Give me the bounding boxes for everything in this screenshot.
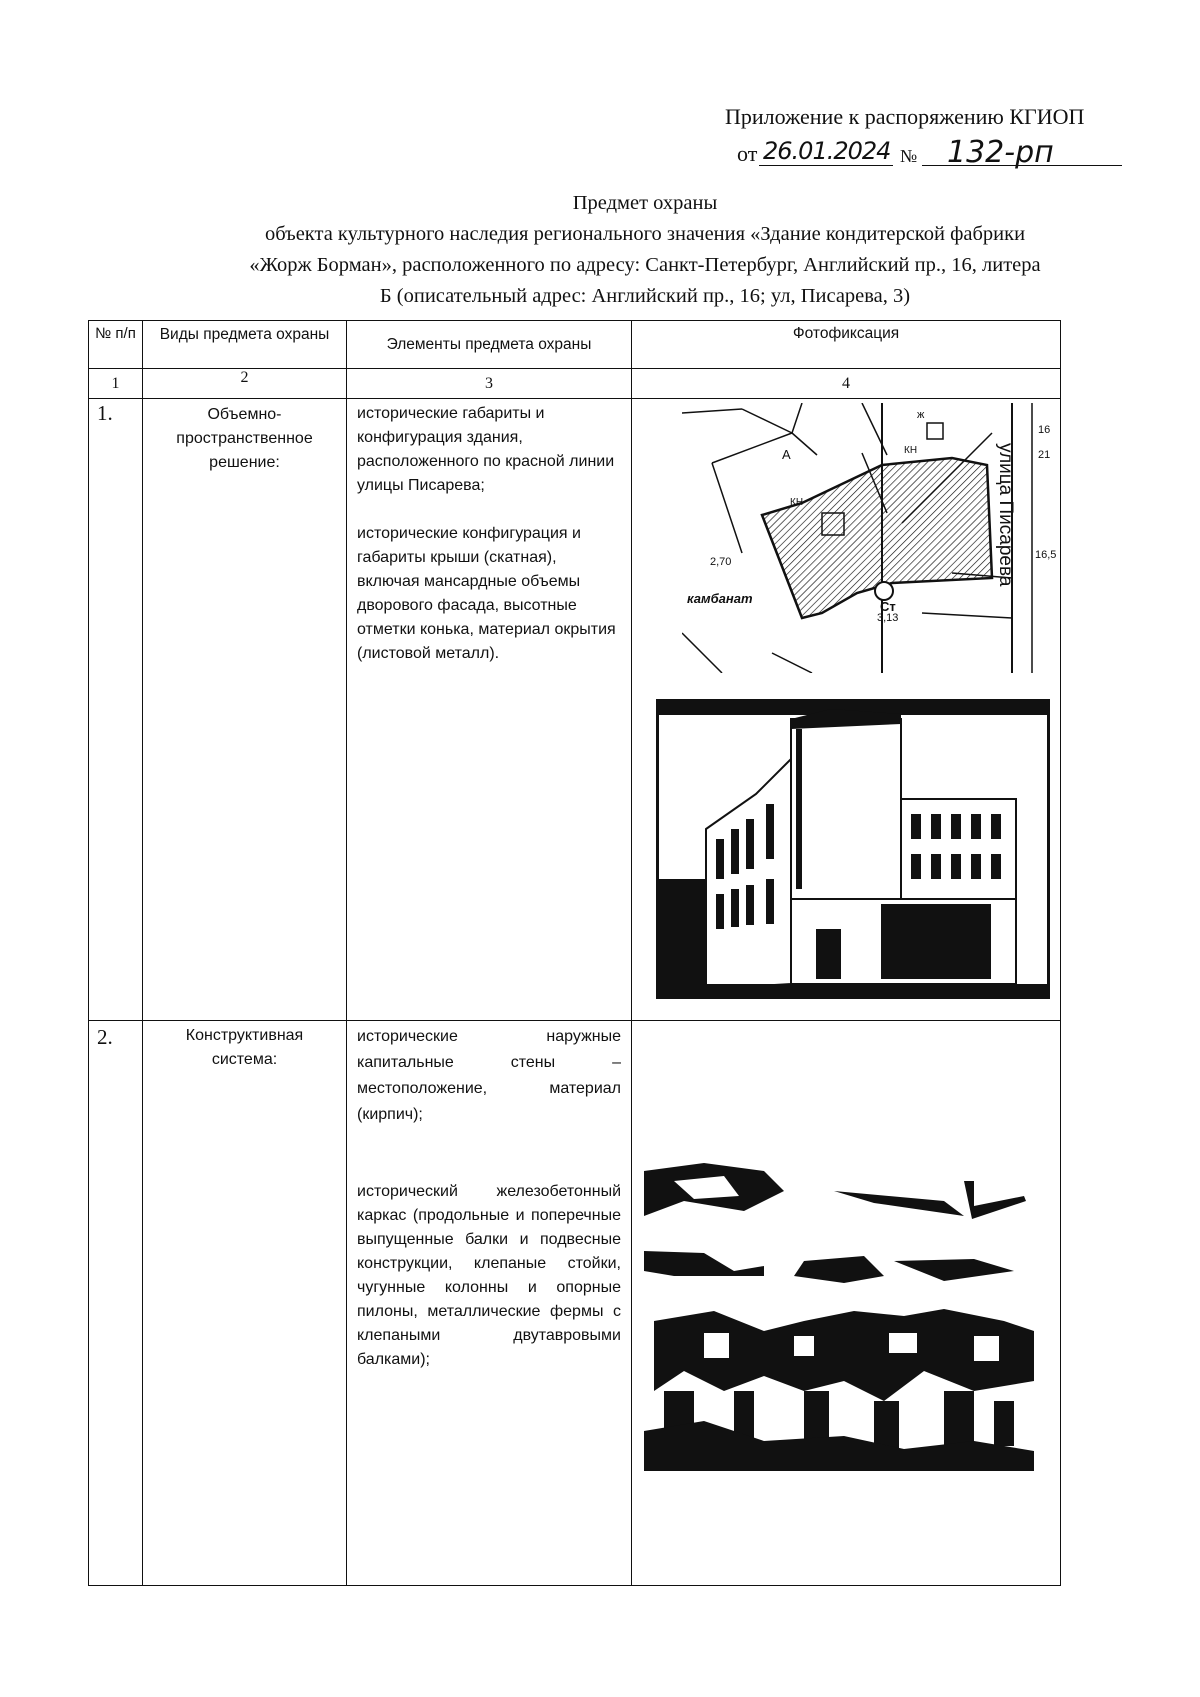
doc-subtitle-line1: объекта культурного наследия регионального значения «Здание кондитерской фабрики [264,223,1026,245]
map-label: Ст [880,599,896,614]
map-label: ж [917,409,925,421]
cadastral-map-image [682,403,1057,673]
photo-cell [632,1021,1061,1586]
header-elements: Элементы предмета охраны [347,321,632,369]
table-header-row [89,321,1061,369]
row-number: 2. [89,1021,143,1586]
map-label: камбанат [687,591,753,606]
map-label: КН [904,445,918,456]
interior-photo-image [644,1071,1044,1471]
protection-table [88,320,1061,1586]
building-photo-image [656,699,1050,999]
row-elements [347,399,632,1021]
table-row [89,1021,1061,1586]
element-text: исторические габариты и конфигурация здания, расположенного по красной линии улицы Писарева; [357,405,615,494]
row-number: 1. [89,399,143,1021]
header-kind: Виды предмета охраны [143,321,347,369]
height-label: 3,13 [877,612,899,624]
order-reference [737,135,1127,170]
date-underline [759,165,893,166]
house-number-label: 16 [1038,424,1051,436]
order-number: 132-рп [947,135,1054,170]
ot-label: от [737,141,758,166]
header-photo: Фотофиксация [632,321,1061,369]
row-elements [347,1021,632,1586]
col-number-1: 1 [89,369,143,399]
house-number-label: 21 [1038,449,1051,461]
doc-subtitle-line2: «Жорж Борман», расположенного по адресу: Санкт-Петербург, Английский пр., 16, литера [249,254,1041,276]
table-row [89,399,1061,1021]
order-date: 26.01.2024 [763,137,891,165]
col-number-2: 2 [143,369,347,399]
row-kind: Объемно-пространственное решение: [143,399,347,1021]
map-label: А [782,447,791,462]
col-number-4: 4 [632,369,1061,399]
element-text: исторические наружные капитальные стены – местоположение, материал (кирпич); [357,1028,621,1123]
number-sign: № [900,146,918,166]
doc-title: Предмет охраны [572,192,718,214]
doc-subtitle-line3: Б (описательный адрес: Английский пр., 16; ул, Писарева, 3) [379,285,911,307]
appendix-line: Приложение к распоряжению КГИОП [725,104,1085,129]
col-number-3: 3 [347,369,632,399]
street-label: улица Писарева [995,443,1016,587]
photo-cell [632,399,1061,1021]
element-text: исторический железобетонный каркас (продольные и поперечные выпущенные балки и подвесные конструкции, клепаные стойки, чугунные колонны и опорные пилоны, металлические фермы с клепаными двутавровыми балками); [357,1183,621,1368]
map-label: КН [790,497,804,508]
house-number-label: 16,5 [1035,549,1057,561]
number-underline [922,165,1122,166]
height-label: 2,70 [710,556,732,568]
column-number-row [89,369,1061,399]
header-num: № п/п [89,321,143,369]
element-text: исторические конфигурация и габариты крыши (скатная), включая мансардные объемы дворового фасада, высотные отметки конька, материал окрытия (листовой металл). [357,525,616,662]
row-kind: Конструктивная система: [143,1021,347,1586]
